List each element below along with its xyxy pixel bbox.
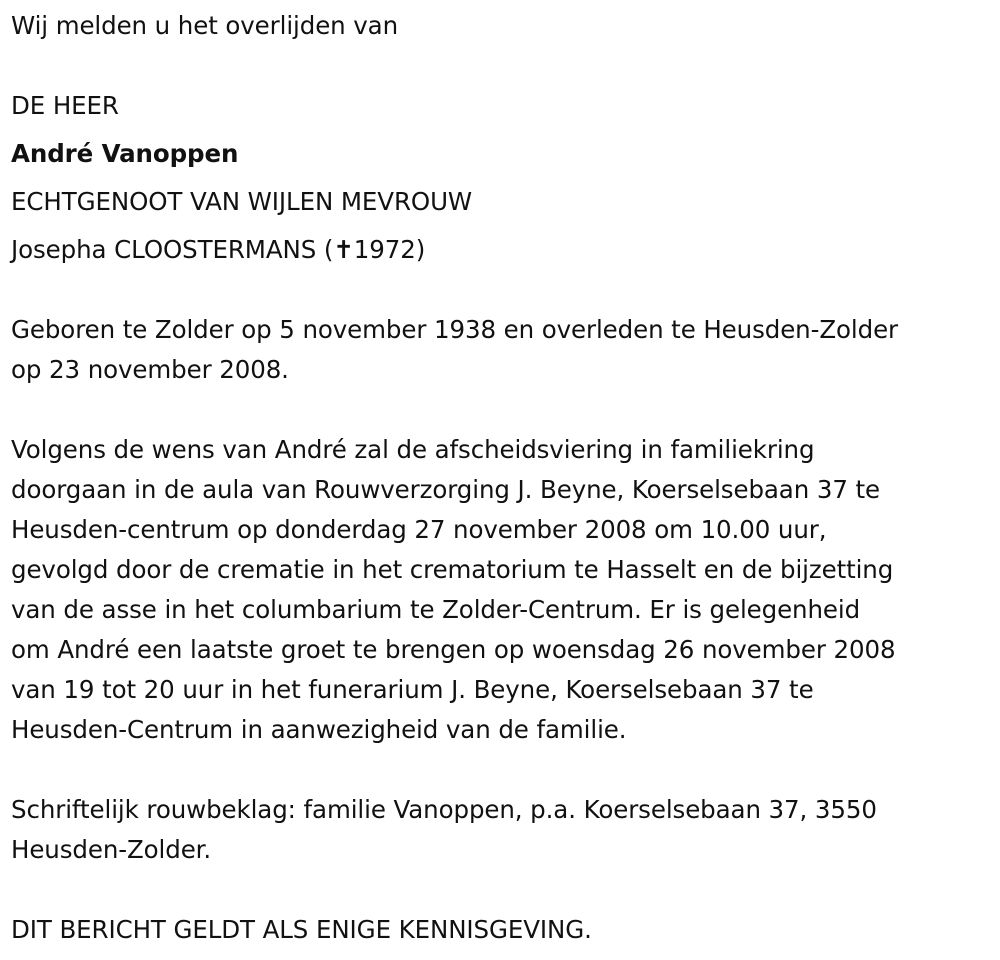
paragraph-line: van de asse in het columbarium te Zolder-Centrum. Er is gelegenheid bbox=[11, 595, 861, 624]
deceased-name: André Vanoppen bbox=[11, 139, 239, 168]
birth-death-paragraph bbox=[11, 310, 996, 390]
closing-line: DIT BERICHT GELDT ALS ENIGE KENNISGEVING. bbox=[11, 915, 592, 944]
paragraph-line: op 23 november 2008. bbox=[11, 355, 289, 384]
paragraph-line: Schriftelijk rouwbeklag: familie Vanoppen, p.a. Koerselsebaan 37, 3550 bbox=[11, 795, 877, 824]
paragraph-line: Volgens de wens van André zal de afscheidsviering in familiekring bbox=[11, 435, 815, 464]
relation-line: ECHTGENOOT VAN WIJLEN MEVROUW bbox=[11, 187, 473, 216]
paragraph-line: doorgaan in de aula van Rouwverzorging J. Beyne, Koerselsebaan 37 te bbox=[11, 475, 880, 504]
paragraph-line: Geboren te Zolder op 5 november 1938 en overleden te Heusden-Zolder bbox=[11, 315, 899, 344]
paragraph-line: om André een laatste groet te brengen op woensdag 26 november 2008 bbox=[11, 635, 896, 664]
ceremony-paragraph bbox=[11, 430, 996, 750]
paragraph-line: gevolgd door de crematie in het crematorium te Hasselt en de bijzetting bbox=[11, 555, 894, 584]
death-notice bbox=[11, 0, 996, 950]
intro-line: Wij melden u het overlijden van bbox=[11, 11, 399, 40]
paragraph-line: Heusden-Zolder. bbox=[11, 835, 212, 864]
condolences-paragraph bbox=[11, 790, 996, 870]
paragraph-line: Heusden-centrum op donderdag 27 november 2008 om 10.00 uur, bbox=[11, 515, 827, 544]
title-line: DE HEER bbox=[11, 91, 119, 120]
paragraph-line: van 19 tot 20 uur in het funerarium J. Beyne, Koerselsebaan 37 te bbox=[11, 675, 814, 704]
paragraph-line: Heusden-Centrum in aanwezigheid van de familie. bbox=[11, 715, 627, 744]
spouse-line: Josepha CLOOSTERMANS (✝1972) bbox=[11, 235, 426, 264]
